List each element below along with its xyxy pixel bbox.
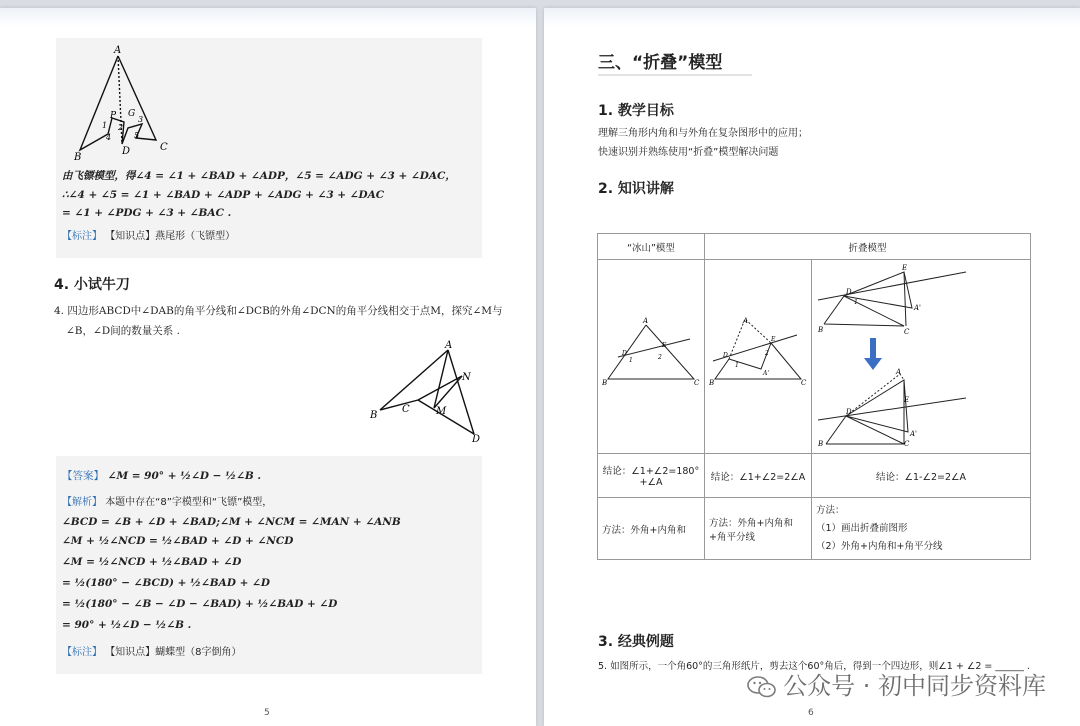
header-ice: “冰山”模型 bbox=[598, 234, 705, 260]
fold-figure-cell-1 bbox=[705, 260, 812, 454]
svg-text:B: B bbox=[818, 440, 824, 448]
label-N2: N bbox=[462, 372, 471, 383]
watermark bbox=[747, 666, 1046, 701]
svg-text:A: A bbox=[896, 368, 902, 376]
label-5: 5 bbox=[134, 131, 140, 140]
section-3-title: 3. 经典例题 bbox=[598, 634, 674, 650]
label-C2: C bbox=[402, 404, 410, 415]
label-G: G bbox=[128, 109, 136, 119]
method-3-label: 方法： bbox=[816, 504, 845, 516]
page-number-6: 6 bbox=[808, 708, 814, 718]
method-1: 方法：外角+内角和 bbox=[598, 498, 705, 560]
note2-text: 【知识点】蝴蝶型（8字倒角） bbox=[105, 647, 242, 658]
label-C: C bbox=[160, 142, 168, 153]
svg-text:B: B bbox=[602, 379, 608, 387]
svg-text:D: D bbox=[846, 288, 852, 296]
analysis-line3: ∠M = ½∠NCD + ½∠BAD + ∠D bbox=[62, 556, 242, 568]
svg-text:2: 2 bbox=[658, 354, 662, 361]
svg-text:D: D bbox=[723, 352, 728, 359]
svg-text:E: E bbox=[902, 264, 908, 272]
note-text: 【知识点】燕尾形（飞镖型） bbox=[105, 231, 236, 242]
label-1: 1 bbox=[102, 121, 108, 130]
analysis4 bbox=[62, 496, 272, 510]
goal-2: 快速识别并熟练使用“折叠”模型解决问题 bbox=[598, 147, 779, 158]
label-M2: M bbox=[436, 406, 447, 417]
answer-text: ∠M = 90° + ½∠D − ½∠B . bbox=[107, 470, 262, 482]
solution1-line3: = ∠1 + ∠PDG + ∠3 + ∠BAC . bbox=[62, 207, 232, 219]
section-1-title: 1. 教学目标 bbox=[598, 103, 674, 119]
svg-text:B: B bbox=[709, 379, 715, 387]
svg-text:A': A' bbox=[763, 370, 769, 377]
conclusion-1: 结论：∠1+∠2=180°+∠A bbox=[598, 454, 705, 498]
conclusion-2: 结论：∠1+∠2=2∠A bbox=[705, 454, 812, 498]
label-3: 3 bbox=[138, 115, 144, 124]
goal-1: 理解三角形内角和与外角在复杂图形中的应用； bbox=[598, 128, 808, 139]
page-number-5: 5 bbox=[264, 708, 270, 718]
analysis-line5: = ½(180° − ∠B − ∠D − ∠BAD) + ½∠BAD + ∠D bbox=[62, 598, 338, 610]
svg-text:A': A' bbox=[914, 304, 921, 312]
svg-text:C: C bbox=[694, 379, 700, 387]
fold-figure-1 bbox=[709, 315, 807, 395]
dart-figure bbox=[66, 42, 186, 162]
svg-text:2: 2 bbox=[765, 350, 769, 357]
svg-text:C: C bbox=[801, 379, 807, 387]
analysis-text: 本题中存在“8”字模型和“飞镖”模型， bbox=[105, 497, 273, 508]
ice-mountain-figure bbox=[602, 315, 700, 395]
model-table bbox=[597, 233, 1031, 560]
note2 bbox=[62, 646, 242, 660]
svg-text:D: D bbox=[622, 350, 627, 357]
section-4-title: 4. 小试牛刀 bbox=[54, 277, 130, 293]
solution1-line2: ∴∠4 + ∠5 = ∠1 + ∠BAD + ∠ADP + ∠ADG + ∠3 + ∠DAC bbox=[62, 189, 385, 201]
analysis-tag: 【解析】 bbox=[62, 497, 102, 508]
method-2: 方法：外角+内角和+角平分线 bbox=[705, 498, 812, 560]
svg-text:1: 1 bbox=[854, 299, 858, 306]
label-P: P bbox=[110, 111, 117, 121]
page-top-band-right bbox=[544, 8, 1080, 28]
quadrilateral-figure bbox=[366, 338, 486, 448]
svg-text:1: 1 bbox=[629, 357, 633, 364]
fold-figure-2 bbox=[816, 262, 1026, 448]
title-underline bbox=[598, 74, 752, 76]
svg-text:A: A bbox=[743, 317, 749, 325]
svg-text:1: 1 bbox=[735, 362, 739, 369]
svg-text:E: E bbox=[662, 342, 667, 349]
svg-text:C: C bbox=[904, 328, 910, 336]
label-B: B bbox=[74, 152, 82, 162]
label-A2: A bbox=[445, 340, 453, 351]
solution1-line1: 由飞镖模型，得∠4 = ∠1 + ∠BAD + ∠ADP，∠5 = ∠ADG + ∠3 + ∠DAC， bbox=[62, 170, 456, 182]
answer-tag: 【答案】 bbox=[62, 470, 104, 482]
ice-figure-cell bbox=[598, 260, 705, 454]
answer4 bbox=[62, 469, 261, 483]
method-3-step1: （1）画出折叠前图形 bbox=[816, 522, 908, 534]
main-title: 三、“折叠”模型 bbox=[598, 53, 723, 73]
watermark-text: 公众号 · 初中同步资料库 bbox=[783, 672, 1046, 700]
svg-text:E: E bbox=[904, 396, 910, 404]
label-B2: B bbox=[370, 410, 378, 421]
label-2: 2 bbox=[118, 123, 124, 132]
analysis-line2: ∠M + ½∠NCD = ½∠BAD + ∠D + ∠NCD bbox=[62, 535, 294, 547]
label-D2: D bbox=[472, 434, 481, 445]
analysis-line4: = ½(180° − ∠BCD) + ½∠BAD + ∠D bbox=[62, 577, 270, 589]
analysis-line6: = 90° + ½∠D − ½∠B . bbox=[62, 619, 192, 631]
svg-text:A': A' bbox=[910, 430, 917, 438]
page-top-band bbox=[0, 8, 536, 28]
method-3 bbox=[812, 498, 1031, 560]
svg-text:C: C bbox=[904, 440, 910, 448]
method-3-step2: （2）外角+内角和+角平分线 bbox=[816, 540, 943, 552]
fold-figure-cell-2 bbox=[812, 260, 1031, 454]
note1 bbox=[62, 230, 235, 244]
header-fold: 折叠模型 bbox=[705, 234, 1031, 260]
label-4: 4 bbox=[106, 133, 112, 142]
note-tag: 【标注】 bbox=[62, 231, 102, 242]
svg-text:B: B bbox=[818, 326, 824, 334]
problem4-line2: ∠B，∠D间的数量关系 . bbox=[66, 325, 180, 337]
svg-text:E: E bbox=[771, 336, 776, 343]
label-A: A bbox=[114, 45, 122, 56]
section-2-title: 2. 知识讲解 bbox=[598, 181, 674, 197]
wechat-icon bbox=[747, 676, 777, 698]
conclusion-3: 结论：∠1-∠2=2∠A bbox=[812, 454, 1031, 498]
svg-text:D: D bbox=[846, 408, 852, 416]
right-page bbox=[544, 8, 1080, 726]
note2-tag: 【标注】 bbox=[62, 647, 102, 658]
analysis-line1: ∠BCD = ∠B + ∠D + ∠BAD;∠M + ∠NCM = ∠MAN + ∠ANB bbox=[62, 516, 401, 528]
problem4-line1: 4. 四边形ABCD中∠DAB的角平分线和∠DCB的外角∠DCN的角平分线相交于点M，探究∠M与 bbox=[54, 305, 503, 317]
svg-text:A: A bbox=[643, 317, 649, 325]
left-page bbox=[0, 8, 536, 726]
label-D: D bbox=[122, 146, 131, 157]
example-5: 5. 如图所示，一个角60°的三角形纸片，剪去这个60°角后，得到一个四边形，则∠1 + ∠2 = ______ . bbox=[598, 661, 1030, 672]
